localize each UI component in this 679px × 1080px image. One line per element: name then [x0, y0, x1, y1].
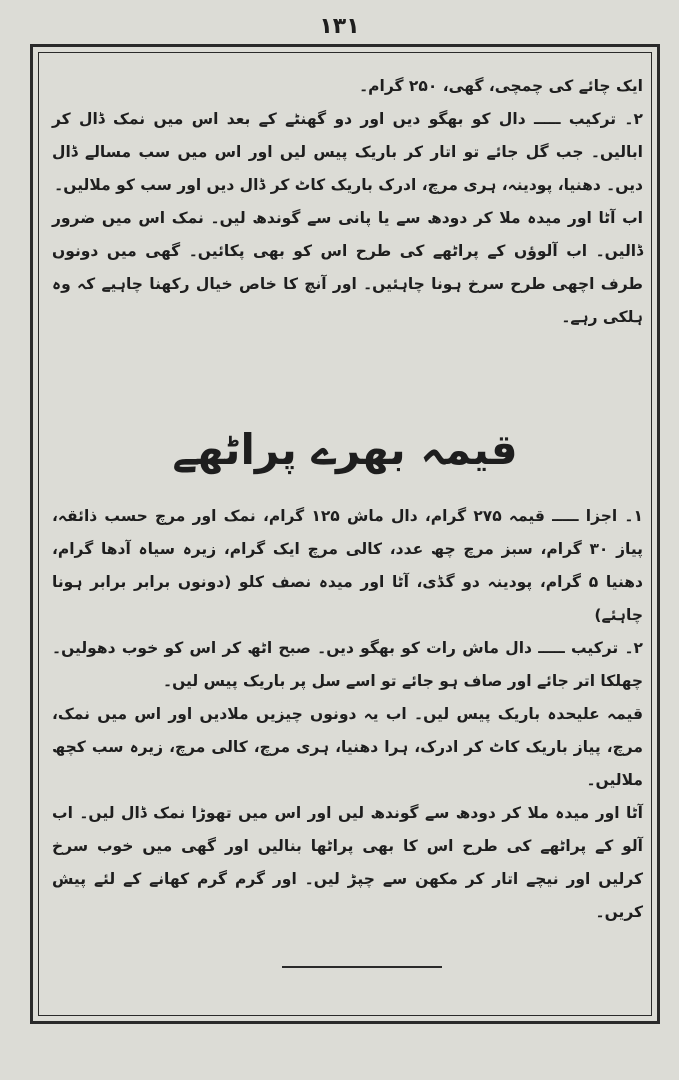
intro-section — [52, 70, 643, 334]
method-text-1: دال کو بھگو دیں اور دو گھنٹے کے بعد اس میں نمک ڈال کر ابالیں۔ جب گل جائے تو اتار کر باریک پیس لیں اور اس میں سب مسالے ڈال دیں۔ دھنیا، پودینہ، ہری مرچ، ادرک باریک کاٹ کر ڈال دیں اور سب کو ملالیں۔ — [52, 110, 643, 194]
method-title: ۲۔ ترکیب ـــــ — [534, 110, 643, 128]
end-rule — [282, 966, 442, 968]
ingredient-tail: ایک چائے کی چمچی، گھی، ۲۵۰ گرام۔ — [359, 77, 643, 95]
ingredients-title: ۱۔ اجزا ـــــ — [552, 507, 643, 525]
method-paragraph-2: اب آٹا اور میدہ ملا کر دودھ سے یا پانی سے گوندھ لیں۔ نمک اس میں ضرور ڈالیں۔ اب آلوؤں کے پراٹھے کی طرح اس کو بھی پکائیں۔ گھی میں دونوں طرف اچھی طرح سرخ ہونا چاہئیں۔ اور آنچ کا خاص خیال رکھنا چاہیے کہ وہ ہلکی رہے۔ — [52, 209, 643, 326]
recipe-method-title: ۲۔ ترکیب ـــــ — [538, 639, 643, 657]
ingredients-text: قیمہ ۲۷۵ گرام، دال ماش ۱۲۵ گرام، نمک اور مرچ حسب ذائقہ، پیاز ۳۰ گرام، سبز مرچ چھ عدد، کالی مرچ ایک گرام، زیرہ سیاہ آدھا گرام، دھنیا ۵ گرام، پودینہ دو گڈی، آٹا اور میدہ نصف کلو (دونوں برابر برابر ہونا چاہئے) — [52, 507, 643, 624]
recipe-method-paragraph-1 — [52, 632, 643, 698]
recipe-method-paragraph-2: قیمہ علیحدہ باریک پیس لیں۔ اب یہ دونوں چیزیں ملادیں اور اس میں نمک، مرچ، پیاز باریک کاٹ کر ادرک، ہرا دھنیا، ہری مرچ، کالی مرچ، زیرہ سب کچھ ملالیں۔ — [52, 705, 643, 789]
recipe-method-text-1: دال ماش رات کو بھگو دیں۔ صبح اٹھ کر اس کو خوب دھولیں۔ چھلکا اتر جائے اور صاف ہو جائے تو اسے سل پر باریک پیس لیں۔ — [52, 639, 643, 690]
recipe-title: قیمہ بھرے پراٹھے — [172, 425, 518, 474]
recipe-method-paragraph-3: آٹا اور میدہ ملا کر دودھ سے گوندھ لیں اور اس میں تھوڑا نمک ڈال لیں۔ اب آلو کے پراٹھے کی طرح اس کا بھی پراٹھا بنالیں اور گھی میں خوب سرخ کرلیں اور نیچے اتار کر مکھن سے چپڑ لیں۔ اور گرم گرم کھانے کے لئے پیش کریں۔ — [52, 804, 643, 921]
ingredients-paragraph — [52, 500, 643, 632]
page-number: ۱۳۱ — [319, 14, 360, 39]
recipe-section — [52, 500, 643, 929]
method-paragraph-1 — [52, 103, 643, 202]
